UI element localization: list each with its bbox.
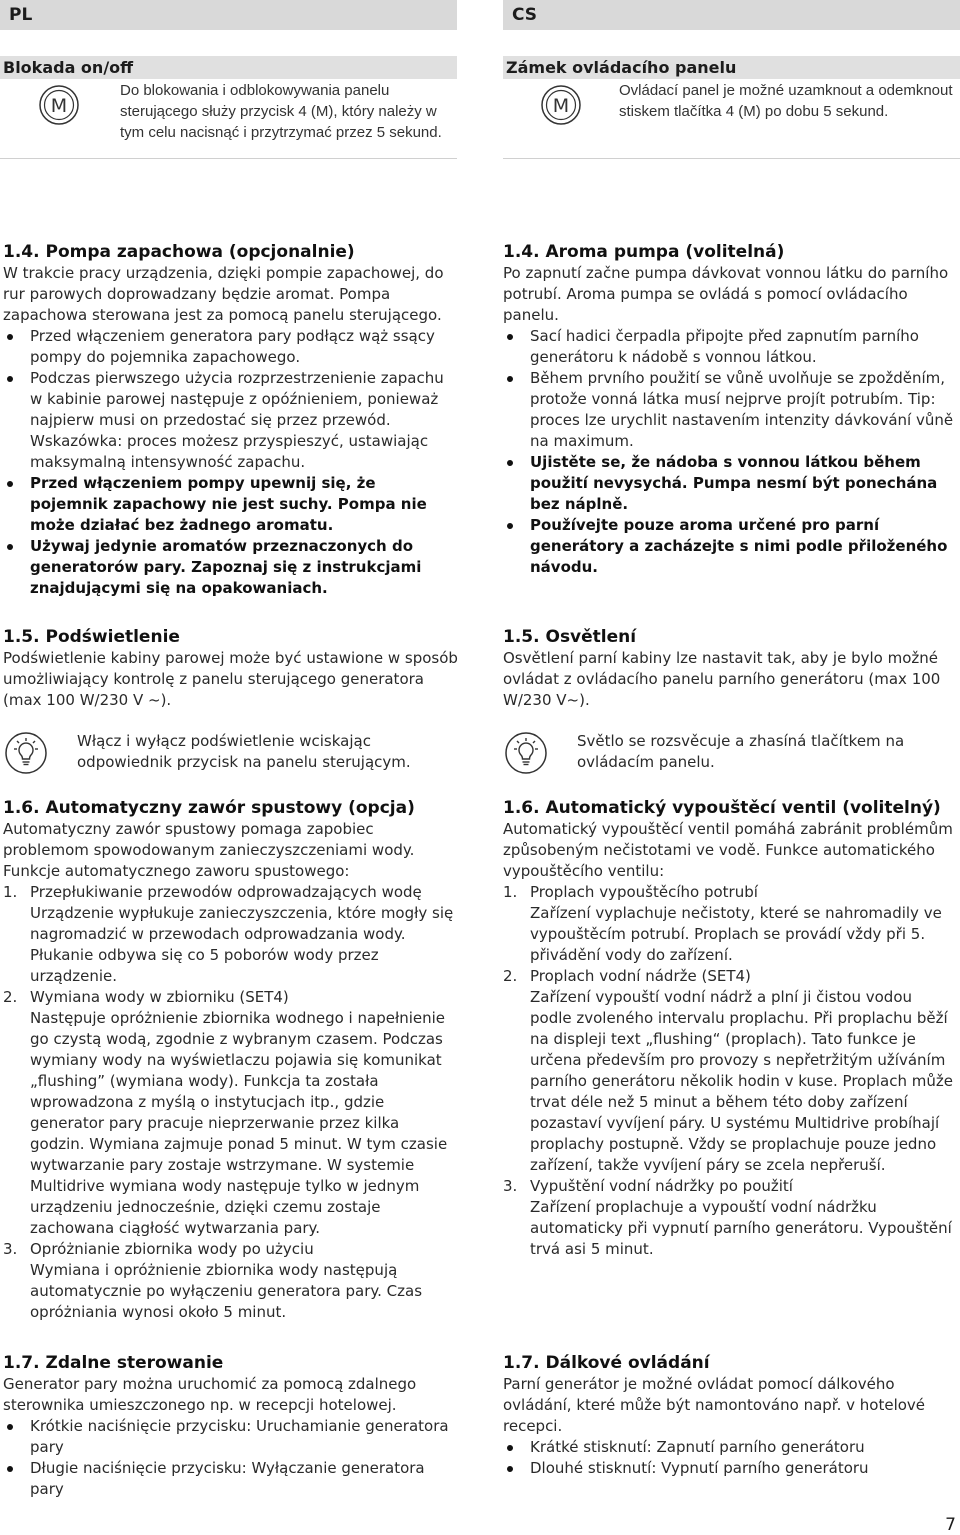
paragraph: Osvětlení parní kabiny lze nastavit tak, aby je bylo možné ovládat z ovládacího panelu parního generátoru (max 100 W/230 V~). — [503, 649, 941, 709]
item-number: 2. — [3, 988, 18, 1006]
drain-section-cs — [503, 798, 958, 1260]
pump-section-cs — [503, 242, 958, 578]
list-item: Długie naciśnięcie przycisku: Wyłączanie generatora pary — [3, 1458, 458, 1500]
list-item — [3, 987, 458, 1239]
list-item: Používejte pouze aroma určené pro parní generátory a zacházejte s nimi podle přiloženého návodu. — [503, 515, 958, 578]
light-note — [503, 731, 958, 775]
item-heading: Proplach vodní nádrže (SET4) — [530, 967, 751, 985]
paragraph: Podświetlenie kabiny parowej może być ustawione w sposób umożliwiający kontrolę z panelu sterującego generatora (max 100 W/230 V ~). — [3, 649, 458, 709]
section-title: 1.5. Podświetlenie — [3, 627, 180, 647]
list-item — [3, 882, 458, 987]
item-number: 3. — [3, 1240, 18, 1258]
m-button-icon — [540, 84, 582, 126]
section-title: 1.4. Aroma pumpa (volitelná) — [503, 242, 785, 262]
m-button-letter: M — [552, 95, 570, 117]
item-text: Urządzenie wypłukuje zanieczyszczenia, które mogły się nagromadzić w przewodach odprowadzania wody. Płukanie odbywa się co 5 poborów wody przez urządzenie. — [30, 904, 454, 985]
list-item: Dlouhé stisknutí: Vypnutí parního generátoru — [503, 1458, 958, 1479]
note-text: Włącz i wyłącz podświetlenie wciskając odpowiednik przycisk na panelu sterującym. — [77, 732, 411, 771]
bullet-list — [3, 326, 458, 599]
list-item: Krátké stisknutí: Zapnutí parního generátoru — [503, 1437, 958, 1458]
item-number: 1. — [3, 883, 18, 901]
lock-title-pl: Blokada on/off — [0, 56, 457, 79]
light-bulb-icon — [4, 731, 48, 775]
tab-cs: CS — [503, 0, 960, 30]
list-item — [503, 882, 958, 966]
item-heading: Opróżnianie zbiornika wody po użyciu — [30, 1240, 314, 1258]
list-item — [503, 966, 958, 1176]
drain-section-pl — [3, 798, 458, 1323]
list-item: Sací hadici čerpadla připojte před zapnutím parního generátoru k nádobě s vonnou látkou. — [503, 326, 958, 368]
item-heading: Przepłukiwanie przewodów odprowadzających wodę — [30, 883, 422, 901]
paragraph: Po zapnutí začne pumpa dávkovat vonnou látku do parního potrubí. Aroma pumpa se ovládá s pomocí ovládacího panelu. — [503, 264, 949, 324]
bullet-list — [503, 326, 958, 578]
tab-pl: PL — [0, 0, 457, 30]
list-item — [503, 1176, 958, 1260]
list-item: Przed włączeniem generatora pary podłącz wąż ssący pompy do pojemnika zapachowego. — [3, 326, 458, 368]
list-item: Během prvního použití se vůně uvolňuje se zpožděním, protože vonná látka musí nejprve projít potrubím. Tip: proces lze urychlit nastavením intenzity dávkování vůně na maximum. — [503, 368, 958, 452]
divider — [503, 158, 960, 159]
remote-section-pl — [3, 1353, 458, 1500]
list-item: Ujistěte se, že nádoba s vonnou látkou během použití nevysychá. Pumpa nesmí být ponechána bez náplně. — [503, 452, 958, 515]
paragraph: Parní generátor je možné ovládat pomocí dálkového ovládání, které může být namontováno např. v hotelové recepci. — [503, 1375, 926, 1435]
list-item: Przed włączeniem pompy upewnij się, że pojemnik zapachowy nie jest suchy. Pompa nie może działać bez żadnego aromatu. — [3, 473, 458, 536]
m-button-letter: M — [50, 95, 68, 117]
light-bulb-icon — [504, 731, 548, 775]
item-text: Zařízení vypouští vodní nádrž a plní ji čistou vodou podle zvoleného intervalu proplachu. Při proplachu běží na displeji text „flushing“ (proplach). Tato funkce je určena především pro provozy s nepřetržitým užíváním parního generátoru několik hodin v kuse. Proplach může trvat déle než 5 minut a během této doby zařízení pozastaví vyvíjení páry. U systému Multidrive probíhají proplachy postupně. Vždy se proplachuje pouze jedno zařízení, takže vyvíjení páry se zcela nepřeruší. — [530, 988, 953, 1174]
list-item — [3, 1239, 458, 1323]
numbered-list — [3, 882, 458, 1323]
lock-title-cs: Zámek ovládacího panelu — [503, 56, 960, 79]
paragraph: W trakcie pracy urządzenia, dzięki pompie zapachowej, do rur parowych doprowadzany będzie aromat. Pompa zapachowa sterowana jest za pomocą panelu sterującego. — [3, 264, 444, 324]
pump-section-pl — [3, 242, 458, 599]
m-button-icon — [38, 84, 80, 126]
bullet-list — [503, 1437, 958, 1479]
section-title: 1.4. Pompa zapachowa (opcjonalnie) — [3, 242, 355, 262]
light-section-pl — [3, 627, 458, 775]
item-text: Zařízení proplachuje a vypouští vodní nádržku automaticky při vypnutí parního generátoru. Vypouštění trvá asi 5 minut. — [530, 1198, 952, 1258]
light-note — [3, 731, 458, 775]
numbered-list — [503, 882, 958, 1260]
list-item: Krótkie naciśnięcie przycisku: Uruchamianie generatora pary — [3, 1416, 458, 1458]
bullet-list — [3, 1416, 458, 1500]
item-heading: Vypuštění vodní nádržky po použití — [530, 1177, 793, 1195]
item-text: Następuje opróżnienie zbiornika wodnego i napełnienie go czystą wodą, zgodnie z wybranym czasem. Podczas wymiany wody na wyświetlaczu pojawia się komunikat „flushing” (wymiana wody). Funkcja ta została wprowadzona z myślą o instytucjach itp., gdzie generator pary pracuje nieprzerwanie przez kilka godzin. Wymiana zajmuje ponad 5 minut. W tym czasie wytwarzanie pary zostaje wstrzymane. W systemie Multidrive wymiana wody następuje tylko w jednym urządzeniu jednocześnie, dzięki czemu zostaje zachowana ciągłość wytwarzania pary. — [30, 1009, 448, 1237]
paragraph: Automatyczny zawór spustowy pomaga zapobiec problemom spowodowanym zanieczyszczeniami wody. Funkcje automatycznego zaworu spustowego: — [3, 820, 415, 880]
section-title: 1.5. Osvětlení — [503, 627, 637, 647]
section-title: 1.6. Automatyczny zawór spustowy (opcja) — [3, 798, 415, 818]
item-heading: Proplach vypouštěcího potrubí — [530, 883, 758, 901]
lock-text-cs: Ovládací panel je možné uzamknout a odemknout stiskem tlačítka 4 (M) po dobu 5 sekund. — [619, 82, 953, 120]
list-item: Podczas pierwszego użycia rozprzestrzenienie zapachu w kabinie parowej następuje z opóźnieniem, ponieważ najpierw musi on przedostać się przez przewód. Wskazówka: proces możesz przyspieszyć, ustawiając maksymalną intensywność zapachu. — [3, 368, 458, 473]
item-heading: Wymiana wody w zbiorniku (SET4) — [30, 988, 289, 1006]
list-item: Używaj jedynie aromatów przeznaczonych do generatorów pary. Zapoznaj się z instrukcjami znajdującymi się na opakowaniach. — [3, 536, 458, 599]
section-title: 1.6. Automatický vypouštěcí ventil (volitelný) — [503, 798, 941, 818]
section-title: 1.7. Zdalne sterowanie — [3, 1353, 224, 1373]
page-number: 7 — [945, 1515, 956, 1535]
item-number: 3. — [503, 1177, 518, 1195]
item-text: Wymiana i opróżnienie zbiornika wody następują automatycznie po wyłączeniu generatora pary. Czas opróżniania wynosi około 5 minut. — [30, 1261, 423, 1321]
item-number: 2. — [503, 967, 518, 985]
section-title: 1.7. Dálkové ovládání — [503, 1353, 710, 1373]
light-section-cs — [503, 627, 958, 775]
item-number: 1. — [503, 883, 518, 901]
remote-section-cs — [503, 1353, 958, 1479]
paragraph: Automatický vypouštěcí ventil pomáhá zabránit problémům způsobeným nečistotami ve vodě. Funkce automatického vypouštěcího ventilu: — [503, 820, 953, 880]
lock-text-pl: Do blokowania i odblokowywania panelu sterującego służy przycisk 4 (M), który należy w tym celu nacisnąć i przytrzymać przez 5 sekund. — [120, 82, 442, 141]
paragraph: Generator pary można uruchomić za pomocą zdalnego sterownika umieszczonego np. w recepcji hotelowej. — [3, 1375, 417, 1414]
divider — [0, 158, 457, 159]
item-text: Zařízení vyplachuje nečistoty, které se nahromadily ve vypouštěcím potrubí. Proplach se provádí vždy při 5. přivádění vody do zařízení. — [530, 904, 942, 964]
note-text: Světlo se rozsvěcuje a zhasíná tlačítkem na ovládacím panelu. — [577, 732, 905, 771]
